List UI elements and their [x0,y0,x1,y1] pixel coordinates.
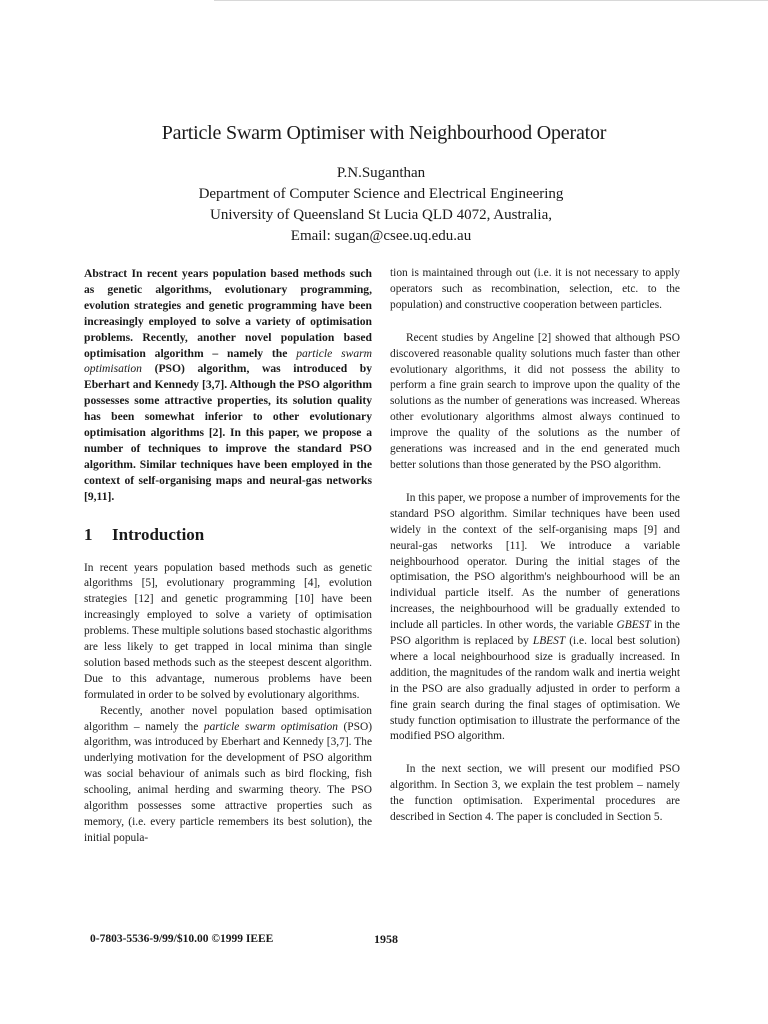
author-block [0,163,762,247]
abstract [84,266,372,505]
left-column [84,266,372,847]
abstract-emph: particle swarm optimisation [84,346,373,376]
right-paragraph-3 [390,491,680,746]
intro-paragraph-1: In recent years population based methods such as genetic algorithms [5], evolutionary programming [4], evolution strategies [12] and genetic programming [10] have been increasingly employed to solve a variety of optimisation problems. These multiple solutions based stochastic algorithms are less likely to get trapped in local minima than single solution based methods such as the steepest descent algorithm. Due to this advantage, numerous problems have been formulated in order to be solved by evolutionary algorithms. [84,561,372,701]
page-number: 1958 [374,932,398,946]
affiliation-university: University of Queensland St Lucia QLD 4072, Australia, [209,207,553,223]
right-p3-text-c: (i.e. local best solution) where a local neighbourhood size is gradually increased. In addition, the magnitudes of the random walk and inertia weight in the PSO are also gradually adjusted in order to perform a fine grain search during the final stages of optimisation. We study function optimisation to illustrate the performance of the modified PSO algorithm. [390,635,680,743]
author-email: Email: sugan@csee.uq.edu.au [290,228,472,244]
right-p3-text-b: in the PSO algorithm is replaced by [390,619,680,648]
right-paragraph-4: In the next section, we will present our modified PSO algorithm. In Section 3, we explain the test problem – namely the function optimisation. Experimental procedures are described in Section 4. The paper is concluded in Section 5. [390,763,680,824]
top-rule [214,0,768,1]
intro-paragraph-2 [84,704,372,847]
intro-p2-text-b: (PSO) algorithm, was introduced by Eberhart and Kennedy [3,7]. The underlying motivation for the development of PSO algorithm was social behaviour of animals such as bird flocking, fish schooling, animal herding and swarming theory. The PSO algorithm possesses some attractive properties such as memory, (i.e. every particle remembers its best solution), the initial popula- [84,720,372,844]
right-p3-gbest: GBEST [616,619,651,632]
abstract-label: Abstract [84,267,128,280]
right-column [390,266,680,826]
abstract-text-1: In recent years population based methods such as genetic algorithms, evolutionary programming, evolution strategies and genetic programming have been increasingly employed to solve a variety of optimisation problems. Recently, another novel population based optimisation algorithm – namely the [84,267,372,360]
right-paragraph-2: Recent studies by Angeline [2] showed that although PSO discovered reasonable quality solutions much faster than other evolutionary algorithms, it did not possess the ability to perform a fine grain search to improve upon the quality of the solutions as the number of generations was increased. Whereas other evolutionary algorithms almost always continued to improve the quality of the solutions as the number of generations was increased and in the end generated much better solutions than those generated by the PSO algorithm. [390,331,680,471]
paper-title: Particle Swarm Optimiser with Neighbourhood Operator [161,122,607,144]
section-title: Introduction [112,524,205,544]
right-paragraph-1: tion is maintained through out (i.e. it is not necessary to apply operators such as recombination, selection, etc. to the population) and constructive cooperation between particles. [390,267,680,311]
affiliation-department: Department of Computer Science and Electrical Engineering [198,186,564,202]
intro-p2-text-a: Recently, another novel population based optimisation algorithm – namely the [84,704,372,733]
abstract-text-2: (PSO) algorithm, was introduced by Eberhart and Kennedy [3,7]. Although the PSO algorithm possesses some attractive properties, its solution quality has been somewhat inferior to other evolutionary optimisation algorithms [2]. In this paper, we propose a number of techniques to improve the standard PSO algorithm. Similar techniques have been employed in the context of self-organising maps and neural-gas networks [9,11]. [84,362,373,503]
author-name: P.N.Suganthan [336,165,426,181]
right-p3-text-a: In this paper, we propose a number of improvements for the standard PSO algorithm. Similar techniques have been used widely in the context of the self-organising maps [9] and neural-gas networks [11]. We introduce a variable neighbourhood operator. During the initial stages of the optimisation, the PSO algorithm's neighbourhood will be an individual particle itself. As the number of generations increases, the neighbourhood will be gradually extended to include all particles. In other words, the variable [390,491,680,632]
section-number: 1 [84,524,93,544]
footer-copyright: 0-7803-5536-9/99/$10.00 ©1999 IEEE [90,933,274,945]
intro-p2-emph: particle swarm optimisation [203,720,338,733]
right-p3-lbest: LBEST [532,635,566,648]
section-heading-introduction [84,524,372,544]
